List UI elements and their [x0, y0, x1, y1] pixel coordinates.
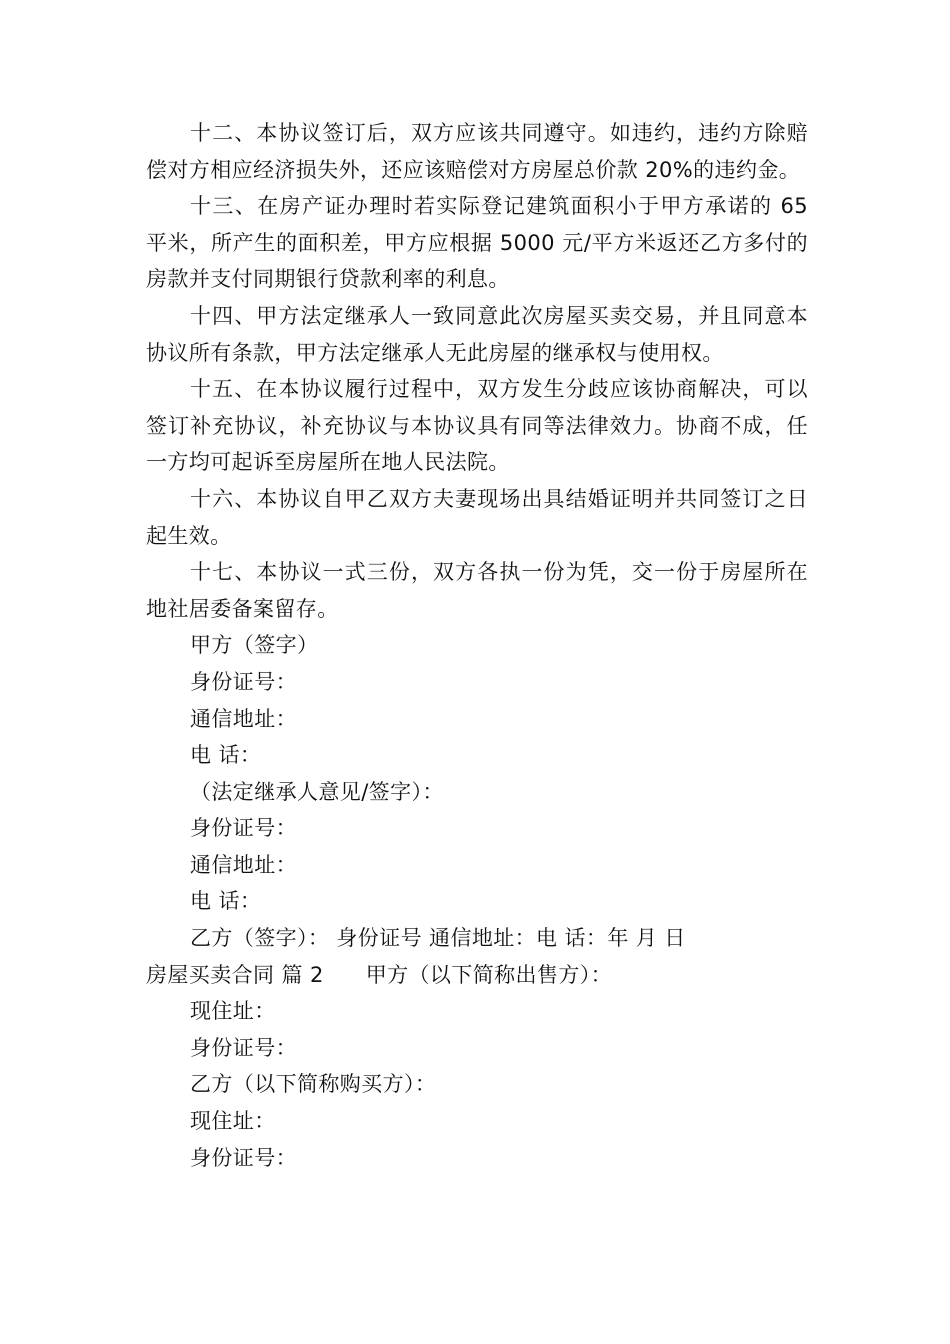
- party-b-signature-line: 乙方（签字）： 身份证号 通信地址：电 话：年 月 日: [190, 926, 686, 951]
- buyer-label: 乙方（以下简称购买方）：: [190, 1072, 437, 1097]
- party-a-phone-field: 电 话：: [190, 743, 262, 768]
- clause-17: 十七、本协议一式三份，双方各执一份为凭，交一份于房屋所在地社居委备案留存。: [146, 560, 808, 621]
- party-a-address-field: 通信地址：: [190, 706, 297, 731]
- clause-15: 十五、在本协议履行过程中，双方发生分歧应该协商解决，可以签订补充协议，补充协议与本协议具有同等法律效力。协商不成，任一方均可起诉至房屋所在地人民法院。: [146, 377, 808, 475]
- clause-16: 十六、本协议自甲乙双方夫妻现场出具结婚证明并共同签订之日起生效。: [146, 486, 808, 548]
- heir-id-field: 身份证号：: [190, 816, 297, 841]
- document-body: [146, 115, 808, 1176]
- clause-13: 十三、在房产证办理时若实际登记建筑面积小于甲方承诺的 65 平米，所产生的面积差，甲方应根据 5000 元/平方米返还乙方多付的房款并支付同期银行贷款利率的利息。: [146, 194, 808, 292]
- seller-id-field: 身份证号：: [190, 1035, 297, 1060]
- buyer-id-field: 身份证号：: [190, 1145, 297, 1170]
- heir-phone-field: 电 话：: [190, 889, 262, 914]
- clause-12: 十二、本协议签订后，双方应该共同遵守。如违约，违约方除赔偿对方相应经济损失外，还应该赔偿对方房屋总价款 20%的违约金。: [146, 121, 808, 182]
- seller-address-field: 现住址：: [190, 999, 276, 1024]
- seller-label: 甲方（以下简称出售方）：: [365, 962, 613, 987]
- contract2-heading-line: [146, 957, 808, 994]
- party-a-id-field: 身份证号：: [190, 669, 297, 694]
- heir-opinion-signature: （法定继承人意见/签字）：: [190, 779, 444, 804]
- contract2-title: 房屋买卖合同 篇 2: [146, 962, 324, 987]
- buyer-address-field: 现住址：: [190, 1109, 276, 1134]
- clause-14: 十四、甲方法定继承人一致同意此次房屋买卖交易，并且同意本协议所有条款，甲方法定继承人无此房屋的继承权与使用权。: [146, 303, 808, 365]
- party-a-signature: 甲方（签字）: [190, 633, 319, 658]
- heir-address-field: 通信地址：: [190, 852, 297, 877]
